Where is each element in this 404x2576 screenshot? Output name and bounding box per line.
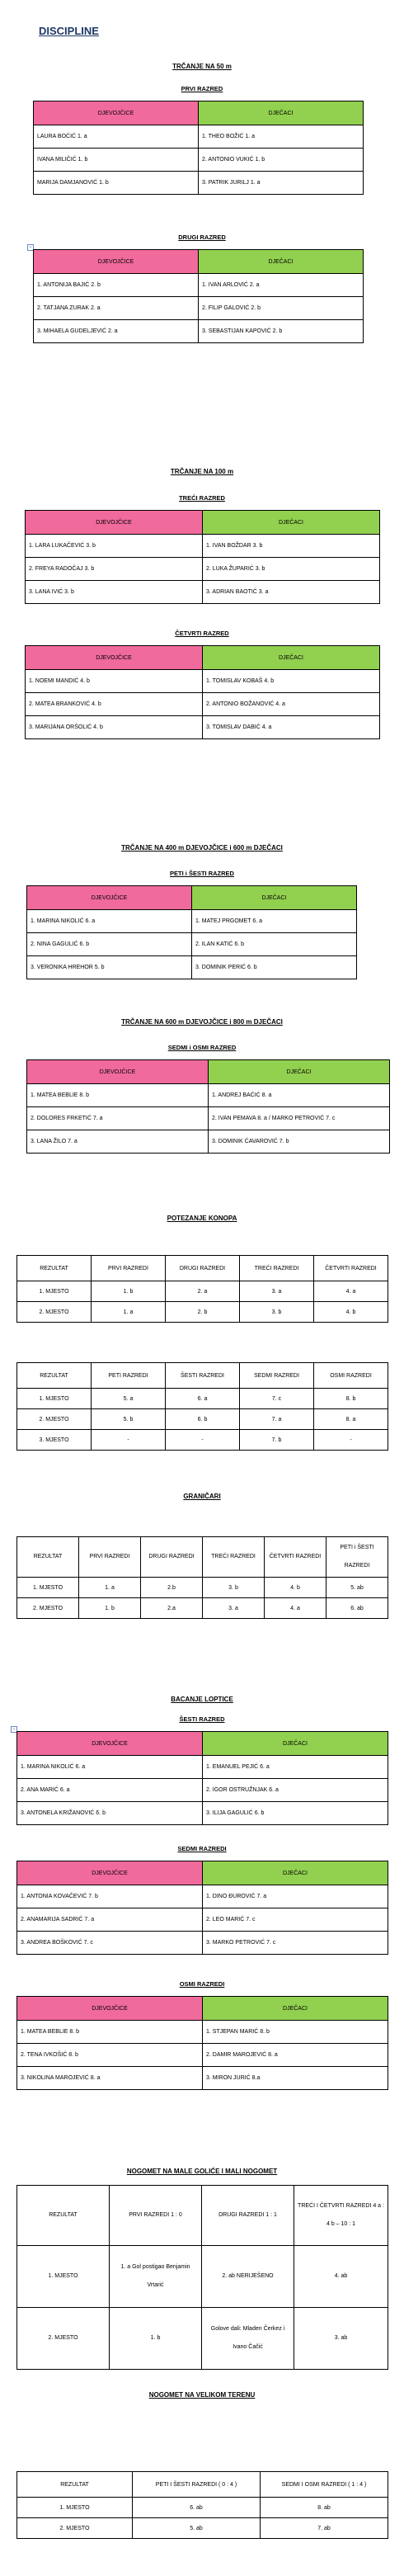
table-row [27, 1130, 390, 1154]
result-cell: 1. ANDREJ BAĆIĆ 8. a [209, 1084, 390, 1107]
boys-header: DJEČACI [203, 1997, 388, 2021]
table-row [27, 1107, 390, 1130]
result-cell: 7. c [240, 1389, 314, 1409]
result-cell: - [92, 1430, 166, 1451]
table-row [34, 274, 364, 297]
result-cell: 2. DOLORES FRKETIĆ 7. a [27, 1107, 209, 1130]
grade4-table [25, 645, 380, 739]
result-cell: 1. ANTONIJA BAJIĆ 2. b [34, 274, 199, 297]
result-cell: 2. ANAMARIJA SADRIĆ 7. a [17, 1908, 203, 1932]
grade1-table [33, 101, 364, 195]
result-cell: 1. MATEA BEBLIE 8. b [27, 1084, 209, 1107]
column-header: ŠESTI RAZREDI [166, 1363, 240, 1389]
boys-header: DJEČACI [199, 101, 364, 125]
table-row [17, 1409, 388, 1430]
result-cell: 2. ILAN KATIĆ 6. b [192, 933, 357, 956]
table-row [17, 1281, 388, 1302]
column-header: REZULTAT [17, 2186, 110, 2246]
table-row [17, 1779, 388, 1802]
boys-header: DJEČACI [203, 1861, 388, 1885]
football-small-table [16, 2185, 388, 2370]
boys-header: DJEČACI [199, 250, 364, 274]
result-cell: 3. a [203, 1598, 265, 1619]
granicari-table [16, 1536, 388, 1619]
result-cell: 2. a [166, 1281, 240, 1302]
result-cell: 1. EMANUEL PEJIĆ 6. a [203, 1756, 388, 1779]
result-cell: 3. b [240, 1302, 314, 1323]
result-cell: 2. MJESTO [17, 1409, 92, 1430]
table-row [34, 297, 364, 320]
column-header: PETI i ŠESTI RAZREDI [326, 1537, 388, 1578]
girls-header: DJEVOJČICE [17, 1732, 203, 1756]
result-cell: 2.a [141, 1598, 203, 1619]
result-cell: 1. MATEA BEBLIE 8. b [17, 2021, 203, 2044]
result-cell: 2. ab NERIJEŠENO [202, 2246, 294, 2308]
result-cell: 2. ANTONIO VUKIĆ 1. b [199, 149, 364, 172]
rope-table-1 [16, 1255, 388, 1323]
result-cell: 2. TENA IVKOŠIĆ 8. b [17, 2044, 203, 2067]
result-cell: 3. ILIJA GAGULIĆ 6. b [203, 1802, 388, 1825]
result-cell: 2. DAMIR MAROJEVIĆ 8. a [203, 2044, 388, 2067]
boys-header: DJEČACI [192, 886, 357, 910]
column-header: TREĆI RAZREDI [203, 1537, 265, 1578]
result-cell: 1. MJESTO [17, 1578, 79, 1598]
grade8-label: OSMI RAZREDI [179, 1980, 225, 1988]
result-cell: 2. TATJANA ZURAK 2. a [34, 297, 199, 320]
result-cell: 1. TOMISLAV KOBAŠ 4. b [203, 670, 380, 693]
result-cell: 1. MJESTO [17, 1281, 92, 1302]
result-cell: 7. ab [261, 2518, 388, 2539]
result-cell: 1. NOEMI MANDIĆ 4. b [26, 670, 203, 693]
run100-title: TRČANJE NA 100 m [170, 468, 234, 475]
table-row [26, 716, 380, 739]
table-row [17, 1302, 388, 1323]
girls-header: DJEVOJČICE [17, 1861, 203, 1885]
column-header: PRVI RAZREDI [79, 1537, 141, 1578]
football-big-table [16, 2471, 388, 2539]
boys-header: DJEČACI [209, 1060, 390, 1084]
result-cell: - [314, 1430, 388, 1451]
result-cell: 3. ab [294, 2308, 388, 2370]
result-cell: 1. MARINA NIKOLIĆ 6. a [27, 910, 192, 933]
result-cell: 5. a [92, 1389, 166, 1409]
table-row [27, 910, 357, 933]
result-cell: 3. ADRIAN BAOTIĆ 3. a [203, 581, 380, 604]
result-cell: 3. MJESTO [17, 1430, 92, 1451]
result-cell: - [166, 1430, 240, 1451]
table-row [34, 172, 364, 195]
boys-header: DJEČACI [203, 511, 380, 535]
result-cell: 2. LUKA ŽUPARIĆ 3. b [203, 558, 380, 581]
result-cell: 3. LANA ŽILO 7. a [27, 1130, 209, 1154]
table-row [34, 320, 364, 343]
result-cell: 1. IVAN ARLOVIĆ 2. a [199, 274, 364, 297]
result-cell: 2.b [141, 1578, 203, 1598]
table-row [17, 2246, 388, 2308]
result-cell: 3. b [203, 1578, 265, 1598]
result-cell: 3. ANTONELA KRIŽANOVIĆ 6. b [17, 1802, 203, 1825]
table-row [26, 581, 380, 604]
result-cell: 2. FILIP GALOVIĆ 2. b [199, 297, 364, 320]
girls-header: DJEVOJČICE [34, 101, 199, 125]
column-header: OSMI RAZREDI [314, 1363, 388, 1389]
result-cell: 5. b [92, 1409, 166, 1430]
table-row [27, 1084, 390, 1107]
table-row [17, 1578, 388, 1598]
column-header: PRVI RAZREDI [92, 1256, 166, 1281]
result-cell: 2. ANTONIO BOŽANOVIĆ 4. a [203, 693, 380, 716]
table-row [17, 1389, 388, 1409]
page-title: DISCIPLINE [39, 25, 99, 37]
grade7-label: SEDMI RAZREDI [177, 1845, 227, 1852]
table-row [17, 2044, 388, 2067]
grade2-table [33, 249, 364, 343]
column-header: DRUGI RAZREDI 1 : 1 [202, 2186, 294, 2246]
column-header: PETI RAZREDI [92, 1363, 166, 1389]
column-header: SEDMI RAZREDI [240, 1363, 314, 1389]
run600-title: TRČANJE NA 600 m DJEVOJČICE i 800 m DJEČACI [121, 1018, 283, 1026]
result-cell: 1. IVAN BOŽDAR 3. b [203, 535, 380, 558]
result-cell: 6. ab [133, 2498, 261, 2518]
table-row [26, 693, 380, 716]
column-header: DRUGI RAZREDI [141, 1537, 203, 1578]
result-cell: 1. b [79, 1598, 141, 1619]
run600-label: SEDMI i OSMI RAZRED [167, 1044, 237, 1051]
result-cell: 1. a Gol postigao Benjamin Vrtarić [110, 2246, 202, 2308]
result-cell: 2. MJESTO [17, 1302, 92, 1323]
column-header: SEDMI I OSMI RAZREDI ( 1 : 4 ) [261, 2472, 388, 2498]
result-cell: 2. MATEA BRANKOVIĆ 4. b [26, 693, 203, 716]
result-cell: 3. TOMISLAV DABIĆ 4. a [203, 716, 380, 739]
table-row [17, 1932, 388, 1955]
result-cell: 2. NINA GAGULIĆ 6. b [27, 933, 192, 956]
result-cell: 3. ANDREA BOŠKOVIĆ 7. c [17, 1932, 203, 1955]
table-row [27, 933, 357, 956]
grade8-table [16, 1996, 388, 2090]
result-cell: Golove dali: Mladen Čerkez i Ivano Čačić [202, 2308, 294, 2370]
result-cell: 3. NIKOLINA MAROJEVIĆ 8. a [17, 2067, 203, 2090]
run400-table [26, 885, 357, 979]
girls-header: DJEVOJČICE [34, 250, 199, 274]
result-cell: 3. MARKO PETROVIĆ 7. c [203, 1932, 388, 1955]
result-cell: 4. b [314, 1302, 388, 1323]
girls-header: DJEVOJČICE [26, 511, 203, 535]
result-cell: 2. MJESTO [17, 1598, 79, 1619]
result-cell: 3. MIHAELA GUDELJEVIĆ 2. a [34, 320, 199, 343]
result-cell: 2. MJESTO [17, 2518, 133, 2539]
column-header: ČETVRTI RAZREDI [265, 1537, 326, 1578]
table-row [27, 956, 357, 979]
football-big-title: NOGOMET NA VELIKOM TERENU [148, 2391, 256, 2399]
table-move-handle-icon[interactable]: + [11, 1726, 17, 1733]
table-row [17, 2498, 388, 2518]
result-cell: 6. ab [326, 1598, 388, 1619]
grade1-label: PRVI RAZRED [181, 85, 223, 92]
result-cell: 2. FREYA RADOČAJ 3. b [26, 558, 203, 581]
column-header: REZULTAT [17, 1256, 92, 1281]
table-row [17, 2518, 388, 2539]
column-header: PETI I ŠESTI RAZREDI ( 0 : 4 ) [133, 2472, 261, 2498]
table-row [17, 1756, 388, 1779]
result-cell: 8. ab [261, 2498, 388, 2518]
result-cell: 3. VERONIKA HREHOR 5. b [27, 956, 192, 979]
result-cell: IVANA MILIČIĆ 1. b [34, 149, 199, 172]
girls-header: DJEVOJČICE [27, 1060, 209, 1084]
column-header: REZULTAT [17, 1363, 92, 1389]
table-row [17, 1885, 388, 1908]
girls-header: DJEVOJČICE [17, 1997, 203, 2021]
table-row [34, 125, 364, 149]
result-cell: 1. DINO ĐUROVIĆ 7. a [203, 1885, 388, 1908]
result-cell: 7. b [240, 1430, 314, 1451]
run400-title: TRČANJE NA 400 m DJEVOJČICE i 600 m DJEČACI [121, 844, 283, 852]
table-row [17, 1598, 388, 1619]
result-cell: 1. MJESTO [17, 2246, 110, 2308]
girls-header: DJEVOJČICE [26, 646, 203, 670]
result-cell: 1. b [92, 1281, 166, 1302]
result-cell: 2. ANA MARIĆ 6. a [17, 1779, 203, 1802]
result-cell: 2. IVAN PEMAVA 8. a / MARKO PETROVIĆ 7. c [209, 1107, 390, 1130]
rope-title: POTEZANJE KONOPA [167, 1215, 237, 1222]
result-cell: 1. b [110, 2308, 202, 2370]
grade6-label: ŠESTI RAZRED [179, 1715, 225, 1723]
result-cell: 1. LARA LUKAČEVIĆ 3. b [26, 535, 203, 558]
football-small-title: NOGOMET NA MALE GOLIĆE I MALI NOGOMET [126, 2168, 278, 2175]
result-cell: 1. a [92, 1302, 166, 1323]
run400-label: PETI i ŠESTI RAZRED [170, 870, 234, 877]
granicari-title: GRANIČARI [183, 1493, 221, 1500]
result-cell: MARIJA DAMJANOVIĆ 1. b [34, 172, 199, 195]
rope-table-2 [16, 1362, 388, 1451]
table-move-handle-icon[interactable]: + [27, 244, 34, 251]
result-cell: 3. LANA IVIĆ 3. b [26, 581, 203, 604]
result-cell: 3. PATRIK JURILJ 1. a [199, 172, 364, 195]
result-cell: 1. a [79, 1578, 141, 1598]
boys-header: DJEČACI [203, 1732, 388, 1756]
table-row [17, 1430, 388, 1451]
table-row [26, 670, 380, 693]
result-cell: 2. LEO MARIĆ 7. c [203, 1908, 388, 1932]
column-header: TREĆI I ČETVRTI RAZREDI 4 a : 4 b – 10 : 1 [294, 2186, 388, 2246]
result-cell: 5. ab [326, 1578, 388, 1598]
result-cell: 2. MJESTO [17, 2308, 110, 2370]
result-cell: 4. ab [294, 2246, 388, 2308]
result-cell: 2. b [166, 1302, 240, 1323]
table-row [17, 2021, 388, 2044]
boys-header: DJEČACI [203, 646, 380, 670]
column-header: REZULTAT [17, 1537, 79, 1578]
result-cell: 4. b [265, 1578, 326, 1598]
table-row [17, 2067, 388, 2090]
result-cell: 3. MIRON JURIĆ 8.a [203, 2067, 388, 2090]
result-cell: 4. a [265, 1598, 326, 1619]
result-cell: 6. b [166, 1409, 240, 1430]
result-cell: 7. a [240, 1409, 314, 1430]
result-cell: 8. b [314, 1389, 388, 1409]
grade2-label: DRUGI RAZRED [178, 234, 226, 241]
table-row [17, 1802, 388, 1825]
result-cell: 1. MATEJ PRGOMET 6. a [192, 910, 357, 933]
column-header: TREĆI RAZREDI [240, 1256, 314, 1281]
table-row [34, 149, 364, 172]
grade6-table [16, 1731, 388, 1825]
table-row [17, 1908, 388, 1932]
column-header: ČETVRTI RAZREDI [314, 1256, 388, 1281]
table-row [26, 558, 380, 581]
column-header: REZULTAT [17, 2472, 133, 2498]
girls-header: DJEVOJČICE [27, 886, 192, 910]
run600-table [26, 1059, 390, 1154]
result-cell: 1. MARINA NIKOLIĆ 6. a [17, 1756, 203, 1779]
result-cell: 5. ab [133, 2518, 261, 2539]
result-cell: 3. SEBASTIJAN KAPOVIĆ 2. b [199, 320, 364, 343]
result-cell: 1. THEO BOŽIĆ 1. a [199, 125, 364, 149]
column-header: DRUGI RAZREDI [166, 1256, 240, 1281]
table-row [17, 2308, 388, 2370]
result-cell: 3. MARIJANA ORŠOLIĆ 4. b [26, 716, 203, 739]
ball-title: BACANJE LOPTICE [171, 1696, 233, 1703]
grade3-table [25, 510, 380, 604]
result-cell: 3. a [240, 1281, 314, 1302]
result-cell: 2. IGOR OSTRUŽNJAK 6. a [203, 1779, 388, 1802]
result-cell: 8. a [314, 1409, 388, 1430]
run50-title: TRČANJE NA 50 m [172, 63, 232, 70]
result-cell: 1. STJEPAN MARIĆ 8. b [203, 2021, 388, 2044]
grade3-label: TREĆI RAZRED [179, 494, 225, 502]
grade7-table [16, 1861, 388, 1955]
result-cell: 3. DOMINIK ĆAVAROVIĆ 7. b [209, 1130, 390, 1154]
result-cell: 4. a [314, 1281, 388, 1302]
result-cell: 1. MJESTO [17, 1389, 92, 1409]
result-cell: 1. MJESTO [17, 2498, 133, 2518]
result-cell: 3. DOMINIK PERIĆ 6. b [192, 956, 357, 979]
result-cell: LAURA BOĆIĆ 1. a [34, 125, 199, 149]
grade4-label: ČETVRTI RAZRED [175, 630, 229, 637]
column-header: PRVI RAZREDI 1 : 0 [110, 2186, 202, 2246]
result-cell: 1. ANTONIA KOVAČEVIĆ 7. b [17, 1885, 203, 1908]
table-row [26, 535, 380, 558]
result-cell: 6. a [166, 1389, 240, 1409]
